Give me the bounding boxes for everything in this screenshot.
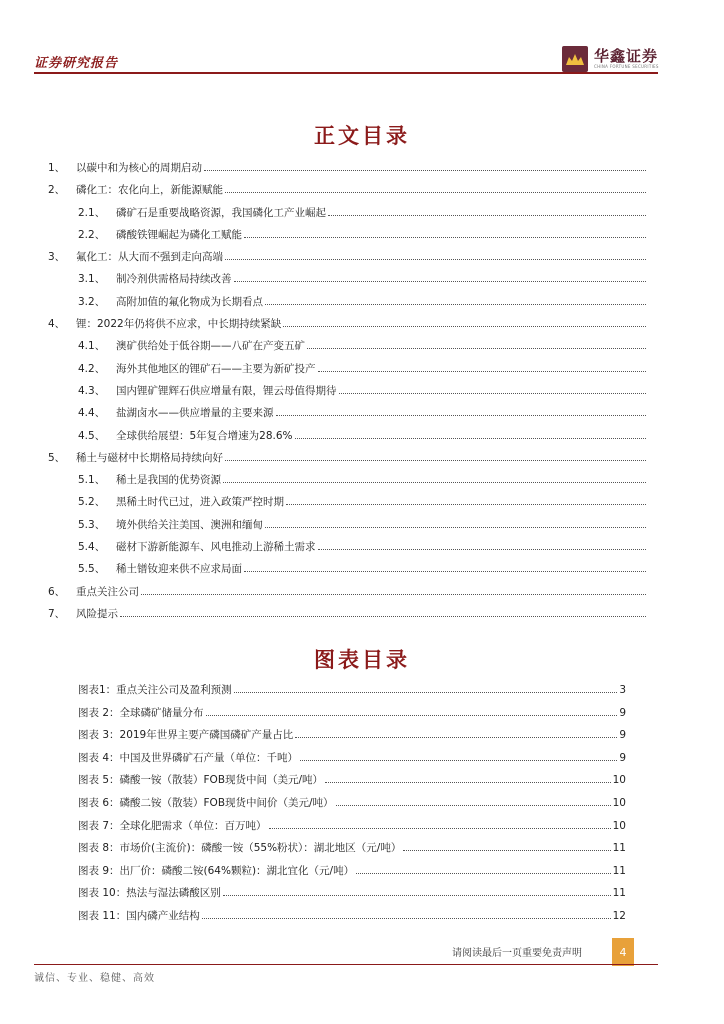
toc-entry-title: 磷酸铁锂崛起为磷化工赋能 — [116, 228, 242, 241]
toc-entry-number: 2.2、 — [78, 228, 106, 241]
toc-entry[interactable] — [48, 450, 648, 472]
figure-entry[interactable] — [78, 840, 626, 863]
figure-entry[interactable] — [78, 795, 626, 818]
figure-leader-dots — [403, 850, 610, 851]
toc-leader-dots — [225, 259, 646, 260]
figure-entry-title: 图表 5：磷酸一铵（散装）FOB现货中间（美元/吨） — [78, 774, 324, 787]
logo-mark-icon — [562, 46, 588, 72]
toc-entry[interactable] — [48, 539, 648, 561]
toc-entry-title: 磷矿石是重要战略资源，我国磷化工产业崛起 — [116, 206, 326, 219]
figure-entry-title: 图表 6：磷酸二铵（散装）FOB现货中间价（美元/吨） — [78, 796, 334, 809]
toc-leader-dots — [276, 415, 647, 416]
figure-entry-title: 图表 10：热法与湿法磷酸区别 — [78, 887, 221, 900]
toc-entry[interactable] — [48, 160, 648, 182]
toc-entry-title: 境外供给关注美国、澳洲和缅甸 — [116, 518, 263, 531]
figure-entry[interactable] — [78, 818, 626, 841]
toc-entry-number: 5.4、 — [78, 541, 106, 554]
toc-entry-number: 5.1、 — [78, 474, 106, 487]
toc-title: 正文目录 — [314, 123, 410, 148]
toc-entry-number: 2、 — [48, 184, 66, 197]
toc-entry-title: 制冷剂供需格局持续改善 — [116, 273, 232, 286]
figure-leader-dots — [295, 737, 617, 738]
figure-entry[interactable] — [78, 750, 626, 773]
toc-entry-title: 磁材下游新能源车、风电推动上游稀土需求 — [116, 541, 316, 554]
toc-leader-dots — [204, 170, 646, 171]
toc-entry[interactable] — [48, 361, 648, 383]
toc-entry-title: 磷化工：农化向上，新能源赋能 — [76, 184, 223, 197]
figure-entry[interactable] — [78, 705, 626, 728]
toc-entry-title: 黑稀土时代已过，进入政策严控时期 — [116, 496, 284, 509]
figure-entry-page: 10 — [612, 819, 626, 832]
figure-entry-title: 图表 4：中国及世界磷矿石产量（单位：千吨） — [78, 751, 299, 764]
figure-entry[interactable] — [78, 908, 626, 931]
toc-entry-number: 1、 — [48, 162, 66, 174]
table-of-contents — [48, 160, 648, 628]
figure-leader-dots — [206, 715, 618, 716]
toc-entry-number: 5.2、 — [78, 496, 106, 509]
toc-entry-number: 4.1、 — [78, 340, 106, 353]
toc-entry-number: 3、 — [48, 251, 66, 264]
toc-entry-number: 4.5、 — [78, 429, 106, 442]
toc-entry-title: 锂：2022年仍将供不应求，中长期持续紧缺 — [76, 318, 282, 331]
figure-entry-page: 9 — [619, 706, 626, 719]
toc-entry-title: 稀土与磁材中长期格局持续向好 — [76, 451, 223, 464]
figure-leader-dots — [300, 760, 617, 761]
toc-entry-title: 盐湖卤水——供应增量的主要来源 — [116, 407, 274, 420]
toc-entry-number: 5、 — [48, 451, 66, 464]
toc-entry-number: 4、 — [48, 318, 66, 331]
toc-leader-dots — [295, 438, 646, 439]
figure-entry-title: 图表 3：2019年世界主要产磷国磷矿产量占比 — [78, 729, 294, 742]
company-motto: 诚信、专业、稳健、高效 — [34, 973, 155, 984]
toc-entry-number: 6、 — [48, 585, 66, 598]
toc-entry-number: 3.2、 — [78, 295, 106, 308]
toc-entry[interactable] — [48, 383, 648, 405]
toc-entry-number: 4.3、 — [78, 384, 106, 397]
figure-entry[interactable] — [78, 863, 626, 886]
toc-entry-number: 4.2、 — [78, 362, 106, 375]
toc-leader-dots — [265, 527, 646, 528]
figure-leader-dots — [223, 895, 611, 896]
figure-entry-title: 图表 2：全球磷矿储量分布 — [78, 706, 204, 719]
toc-entry-number: 5.5、 — [78, 563, 106, 576]
figure-leader-dots — [234, 692, 618, 693]
logo-subtitle: CHINA FORTUNE SECURITIES — [594, 64, 659, 69]
toc-leader-dots — [223, 482, 646, 483]
toc-entry[interactable] — [48, 205, 648, 227]
toc-entry[interactable] — [48, 405, 648, 427]
toc-leader-dots — [244, 571, 646, 572]
figure-entry-title: 图表 7：全球化肥需求（单位：百万吨） — [78, 819, 267, 832]
toc-entry-title: 澳矿供给处于低谷期——八矿在产变五矿 — [116, 340, 305, 353]
toc-entry[interactable] — [48, 227, 648, 249]
figure-entry-title: 图表1：重点关注公司及盈利预测 — [78, 684, 232, 696]
figure-entry-title: 图表 8：市场价(主流价)：磷酸一铵（55%粉状）：湖北地区（元/吨） — [78, 842, 402, 855]
toc-entry[interactable] — [48, 517, 648, 539]
toc-leader-dots — [328, 215, 646, 216]
toc-entry-title: 高附加值的氟化物成为长期看点 — [116, 295, 263, 308]
list-of-figures — [78, 682, 626, 931]
toc-leader-dots — [120, 616, 646, 617]
figure-entry-page: 11 — [612, 887, 626, 900]
toc-leader-dots — [234, 281, 647, 282]
toc-entry-title: 国内锂矿锂辉石供应增量有限，锂云母值得期待 — [116, 384, 337, 397]
report-type-label: 证券研究报告 — [34, 56, 119, 71]
toc-entry-title: 重点关注公司 — [76, 585, 139, 598]
toc-leader-dots — [339, 393, 647, 394]
figure-leader-dots — [325, 782, 611, 783]
toc-leader-dots — [283, 326, 646, 327]
figure-leader-dots — [202, 918, 611, 919]
toc-entry[interactable] — [48, 428, 648, 450]
figure-leader-dots — [356, 873, 611, 874]
toc-entry[interactable] — [48, 316, 648, 338]
figure-leader-dots — [336, 805, 611, 806]
toc-entry-title: 海外其他地区的锂矿石——主要为新矿投产 — [116, 362, 316, 375]
toc-entry[interactable] — [48, 494, 648, 516]
toc-leader-dots — [286, 504, 646, 505]
toc-entry-number: 7、 — [48, 607, 66, 620]
toc-entry-number: 5.3、 — [78, 518, 106, 531]
toc-entry-number: 2.1、 — [78, 206, 106, 219]
toc-entry[interactable] — [48, 249, 648, 271]
toc-entry-title: 稀土是我国的优势资源 — [116, 474, 221, 487]
toc-leader-dots — [225, 460, 646, 461]
figure-entry-page: 3 — [619, 684, 626, 696]
toc-leader-dots — [265, 304, 646, 305]
figure-entry-title: 图表 11：国内磷产业结构 — [78, 909, 200, 922]
list-of-figures-title: 图表目录 — [314, 647, 410, 672]
figure-entry-page: 9 — [619, 751, 626, 764]
toc-entry-title: 稀土镨钕迎来供不应求局面 — [116, 563, 242, 576]
toc-leader-dots — [318, 549, 647, 550]
figure-entry-page: 10 — [612, 796, 626, 809]
toc-entry-title: 以碳中和为核心的周期启动 — [76, 162, 202, 174]
header-divider — [34, 72, 658, 74]
logo-name: 华鑫证券 — [594, 47, 659, 65]
toc-leader-dots — [318, 371, 647, 372]
figure-entry-title: 图表 9：出厂价：磷酸二铵(64%颗粒)：湖北宜化（元/吨） — [78, 864, 355, 877]
company-logo — [562, 46, 659, 72]
toc-entry[interactable] — [48, 182, 648, 204]
figure-entry-page: 9 — [619, 729, 626, 742]
toc-entry-title: 全球供给展望：5年复合增速为28.6% — [116, 429, 293, 442]
toc-leader-dots — [307, 348, 646, 349]
toc-entry[interactable] — [48, 584, 648, 606]
footer-divider — [34, 964, 658, 965]
toc-entry-title: 风险提示 — [76, 607, 118, 620]
page-number: 4 — [612, 938, 634, 966]
figure-entry-page: 10 — [612, 774, 626, 787]
figure-entry[interactable] — [78, 682, 626, 705]
toc-leader-dots — [141, 594, 646, 595]
toc-entry[interactable] — [48, 561, 648, 583]
toc-entry[interactable] — [48, 294, 648, 316]
toc-leader-dots — [225, 192, 646, 193]
toc-entry[interactable] — [48, 606, 648, 628]
toc-entry[interactable] — [48, 472, 648, 494]
figure-entry[interactable] — [78, 772, 626, 795]
toc-entry-number: 3.1、 — [78, 273, 106, 286]
toc-leader-dots — [244, 237, 646, 238]
toc-entry[interactable] — [48, 271, 648, 293]
disclaimer-text: 请阅读最后一页重要免责声明 — [452, 948, 582, 959]
figure-entry[interactable] — [78, 727, 626, 750]
toc-entry-number: 4.4、 — [78, 407, 106, 420]
figure-entry-page: 12 — [612, 909, 626, 922]
figure-entry-page: 11 — [612, 842, 626, 855]
figure-leader-dots — [269, 828, 611, 829]
figure-entry[interactable] — [78, 885, 626, 908]
figure-entry-page: 11 — [612, 864, 626, 877]
toc-entry[interactable] — [48, 338, 648, 360]
toc-entry-title: 氟化工：从大而不强到走向高端 — [76, 251, 223, 264]
